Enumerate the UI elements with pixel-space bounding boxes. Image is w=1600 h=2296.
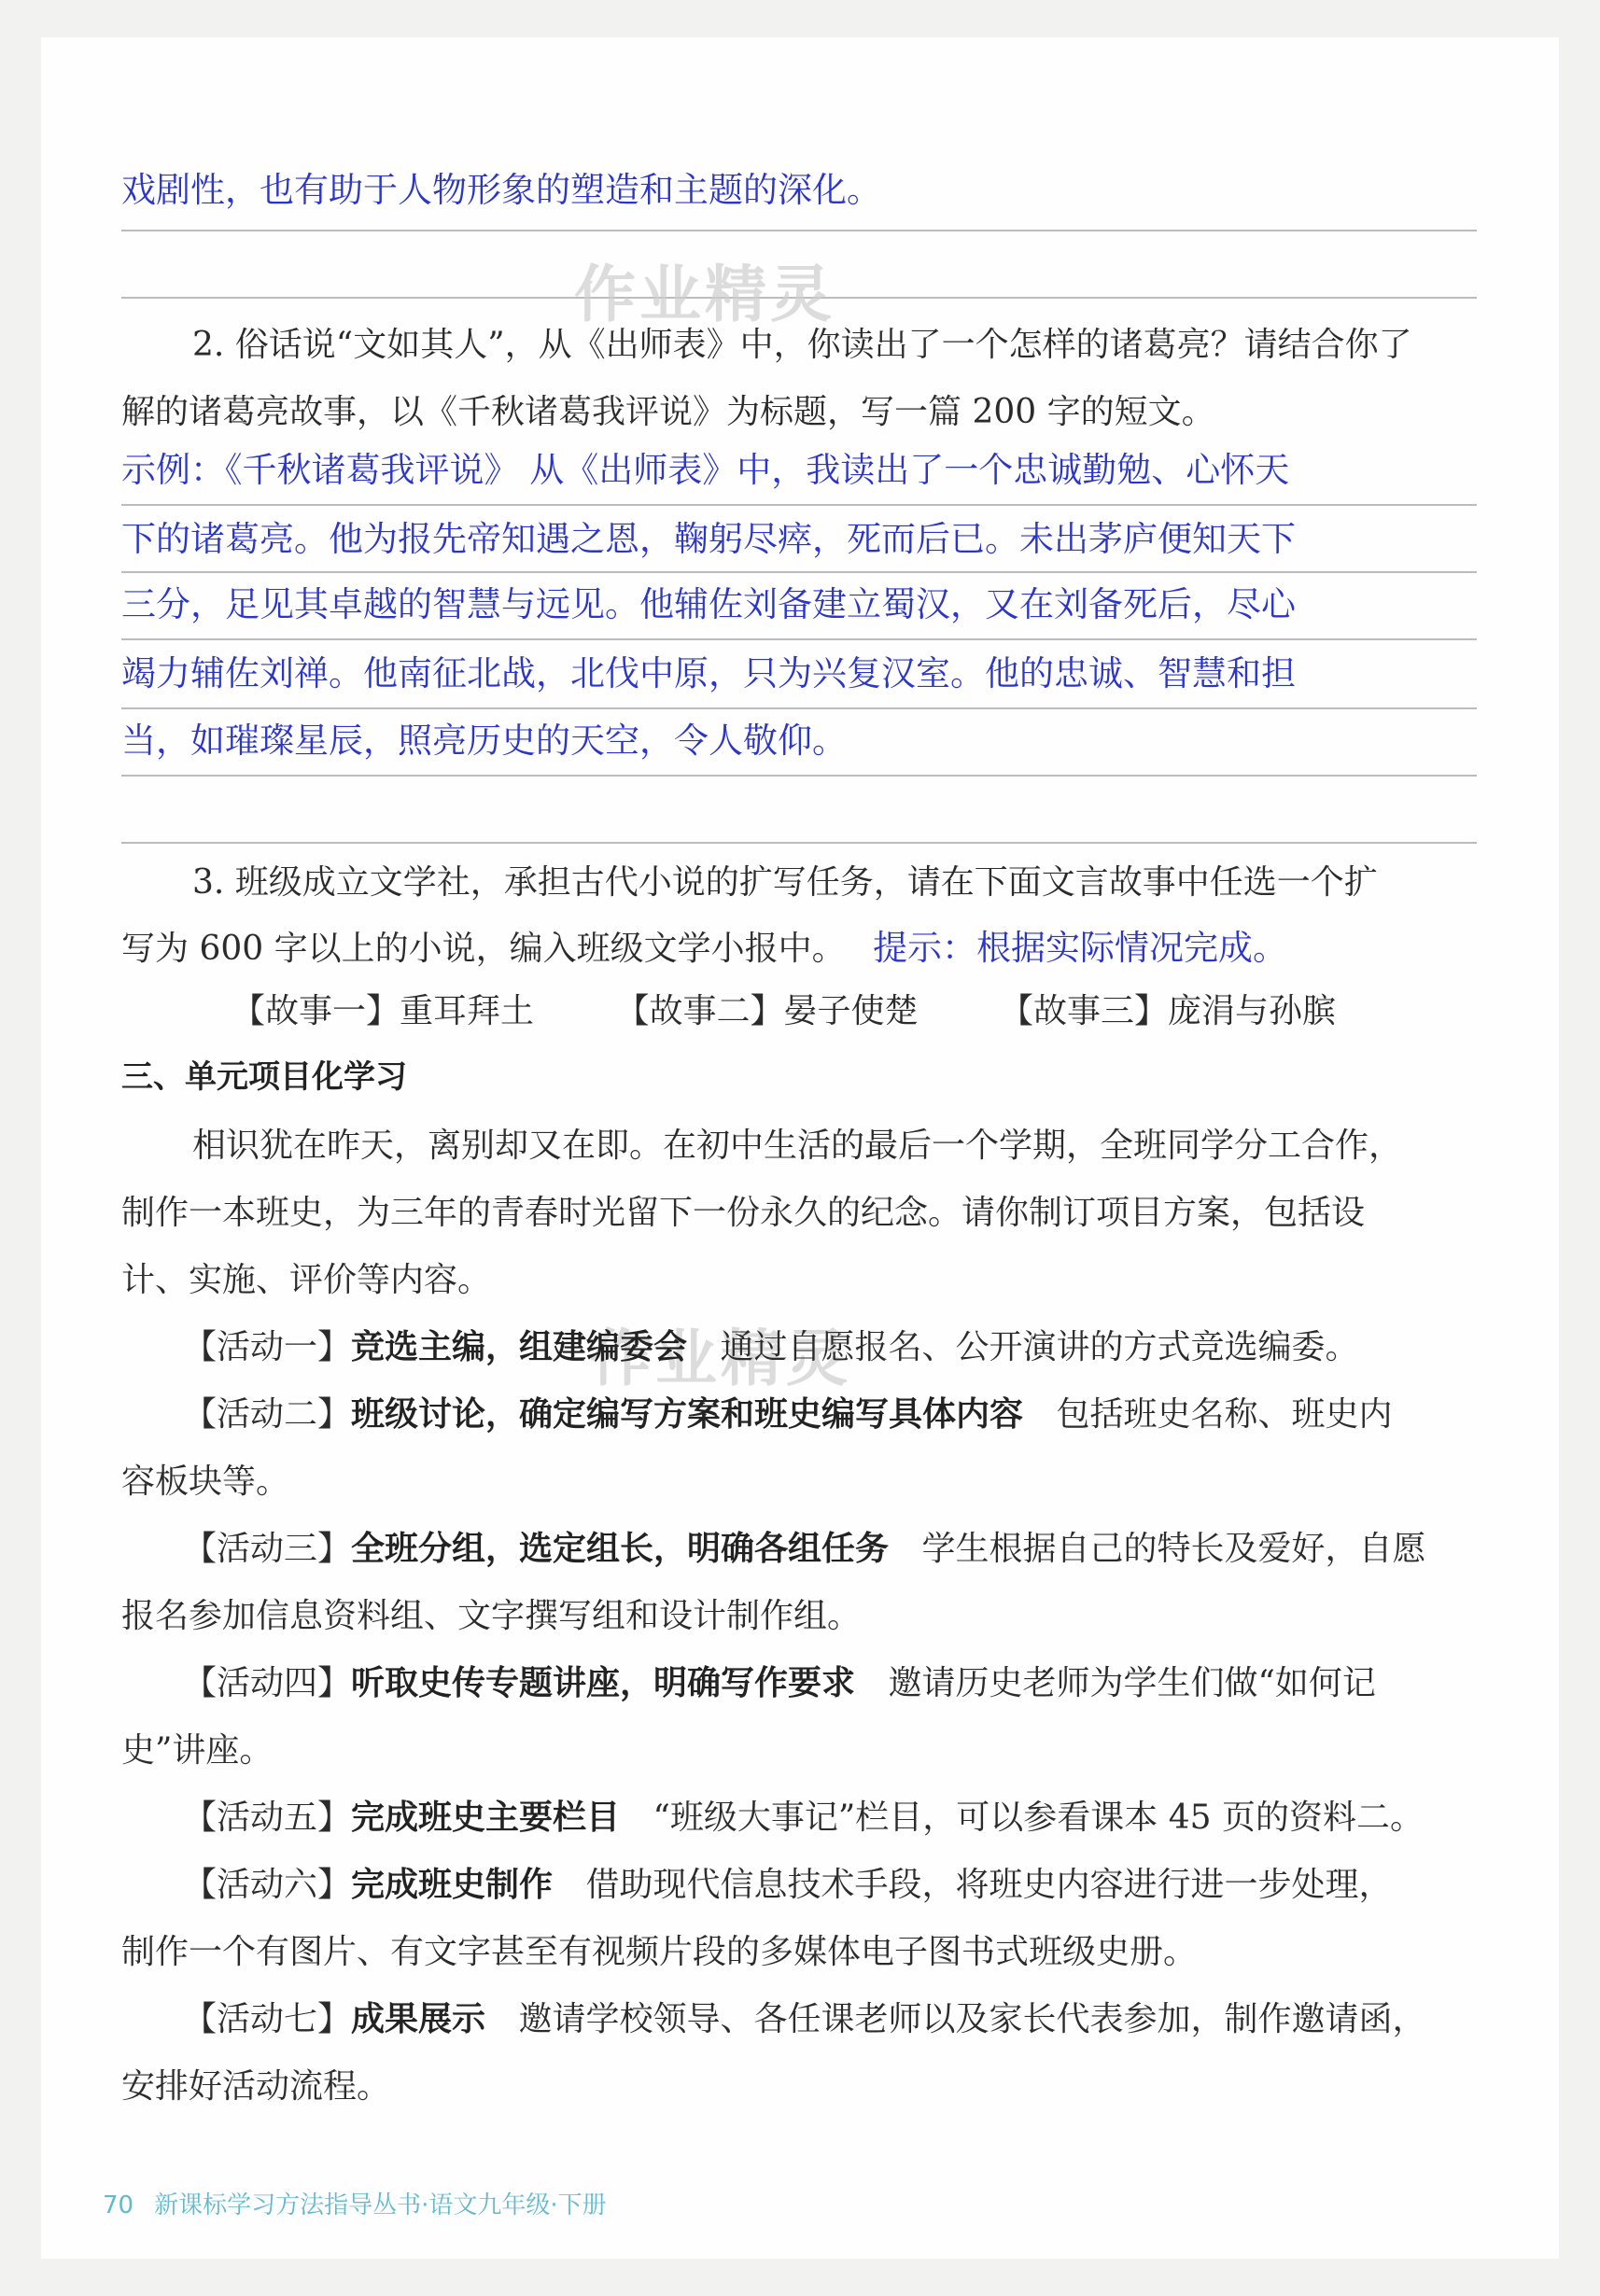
activity-4: 【活动四】听取史传专题讲座，明确写作要求 邀请历史老师为学生们做“如何记	[183, 1664, 1376, 1702]
answer-line	[121, 504, 1477, 506]
q3-stories	[232, 991, 1336, 1032]
activity-7: 【活动七】成果展示 邀请学校领导、各任课老师以及家长代表参加，制作邀请函，	[183, 2000, 1426, 2038]
series-title: 新课标学习方法指导丛书·语文九年级·下册	[154, 2191, 607, 2219]
watermark: 作业精灵	[574, 259, 835, 330]
story-item: 【故事二】晏子使楚	[615, 992, 919, 1030]
activity-4-cont: 史”讲座。	[121, 1731, 274, 1770]
q2-answer-line: 示例：《千秋诸葛我评说》 从《出师表》中，我读出了一个忠诚勤勉、心怀天	[121, 450, 1290, 490]
activity-2-cont: 容板块等。	[121, 1463, 290, 1501]
q3-line1: 3. 班级成立文学社，承担古代小说的扩写任务，请在下面文言故事中任选一个扩	[192, 863, 1378, 902]
story-item: 【故事三】庞涓与孙膑	[999, 992, 1336, 1030]
q3-line2: 写为 600 字以上的小说，编入班级文学小报中。 提示：根据实际情况完成。	[121, 928, 1288, 968]
answer-line	[121, 638, 1477, 640]
activity-5: 【活动五】完成班史主要栏目 “班级大事记”栏目，可以参看课本 45 页的资料二。	[183, 1799, 1424, 1837]
page-number: 70	[103, 2191, 134, 2219]
activity-3: 【活动三】全班分组，选定组长，明确各组任务 学生根据自己的特长及爱好，自愿	[183, 1530, 1426, 1568]
page-footer	[103, 2186, 607, 2220]
activity-1: 【活动一】竞选主编，组建编委会 通过自愿报名、公开演讲的方式竞选编委。	[183, 1328, 1359, 1366]
story-item: 【故事一】重耳拜土	[232, 992, 535, 1030]
q2-answer-line: 三分，足见其卓越的智慧与远见。他辅佐刘备建立蜀汉，又在刘备死后，尽心	[121, 584, 1296, 624]
q3-hint: 提示：根据实际情况完成。	[873, 928, 1288, 968]
q2-line1: 2. 俗话说“文如其人”，从《出师表》中，你读出了一个怎样的诸葛亮？请结合你了	[192, 326, 1412, 364]
watermark: 作业精灵	[590, 1323, 851, 1394]
answer-line	[121, 775, 1477, 777]
answer-line	[121, 842, 1477, 844]
intro-line: 制作一本班史，为三年的青春时光留下一份永久的纪念。请你制订项目方案，包括设	[121, 1194, 1366, 1232]
activity-6-cont: 制作一个有图片、有文字甚至有视频片段的多媒体电子图书式班级史册。	[121, 1933, 1198, 1971]
answer-q1-tail: 戏剧性，也有助于人物形象的塑造和主题的深化。	[121, 170, 881, 210]
activity-7-cont: 安排好活动流程。	[121, 2067, 391, 2106]
intro-line: 相识犹在昨天，离别却又在即。在初中生活的最后一个学期，全班同学分工合作，	[192, 1127, 1403, 1165]
section-heading: 三、单元项目化学习	[121, 1058, 407, 1096]
answer-line	[121, 707, 1477, 709]
activity-3-cont: 报名参加信息资料组、文字撰写组和设计制作组。	[121, 1597, 862, 1635]
answer-line	[121, 571, 1477, 573]
q2-answer-line: 下的诸葛亮。他为报先帝知遇之恩，鞠躬尽瘁，死而后已。未出茅庐便知天下	[121, 519, 1296, 559]
q2-line2: 解的诸葛亮故事，以《千秋诸葛我评说》为标题，写一篇 200 字的短文。	[121, 393, 1215, 431]
q2-answer-line: 竭力辅佐刘禅。他南征北战，北伐中原，只为兴复汉室。他的忠诚、智慧和担	[121, 653, 1296, 693]
answer-line	[121, 230, 1477, 231]
activity-6: 【活动六】完成班史制作 借助现代信息技术手段，将班史内容进行进一步处理，	[183, 1866, 1393, 1904]
intro-line: 计、实施、评价等内容。	[121, 1261, 492, 1299]
q2-answer-line: 当，如璀璨星辰，照亮历史的天空，令人敬仰。	[121, 721, 847, 761]
activity-2: 【活动二】班级讨论，确定编写方案和班史编写具体内容 包括班史名称、班史内	[183, 1395, 1393, 1434]
